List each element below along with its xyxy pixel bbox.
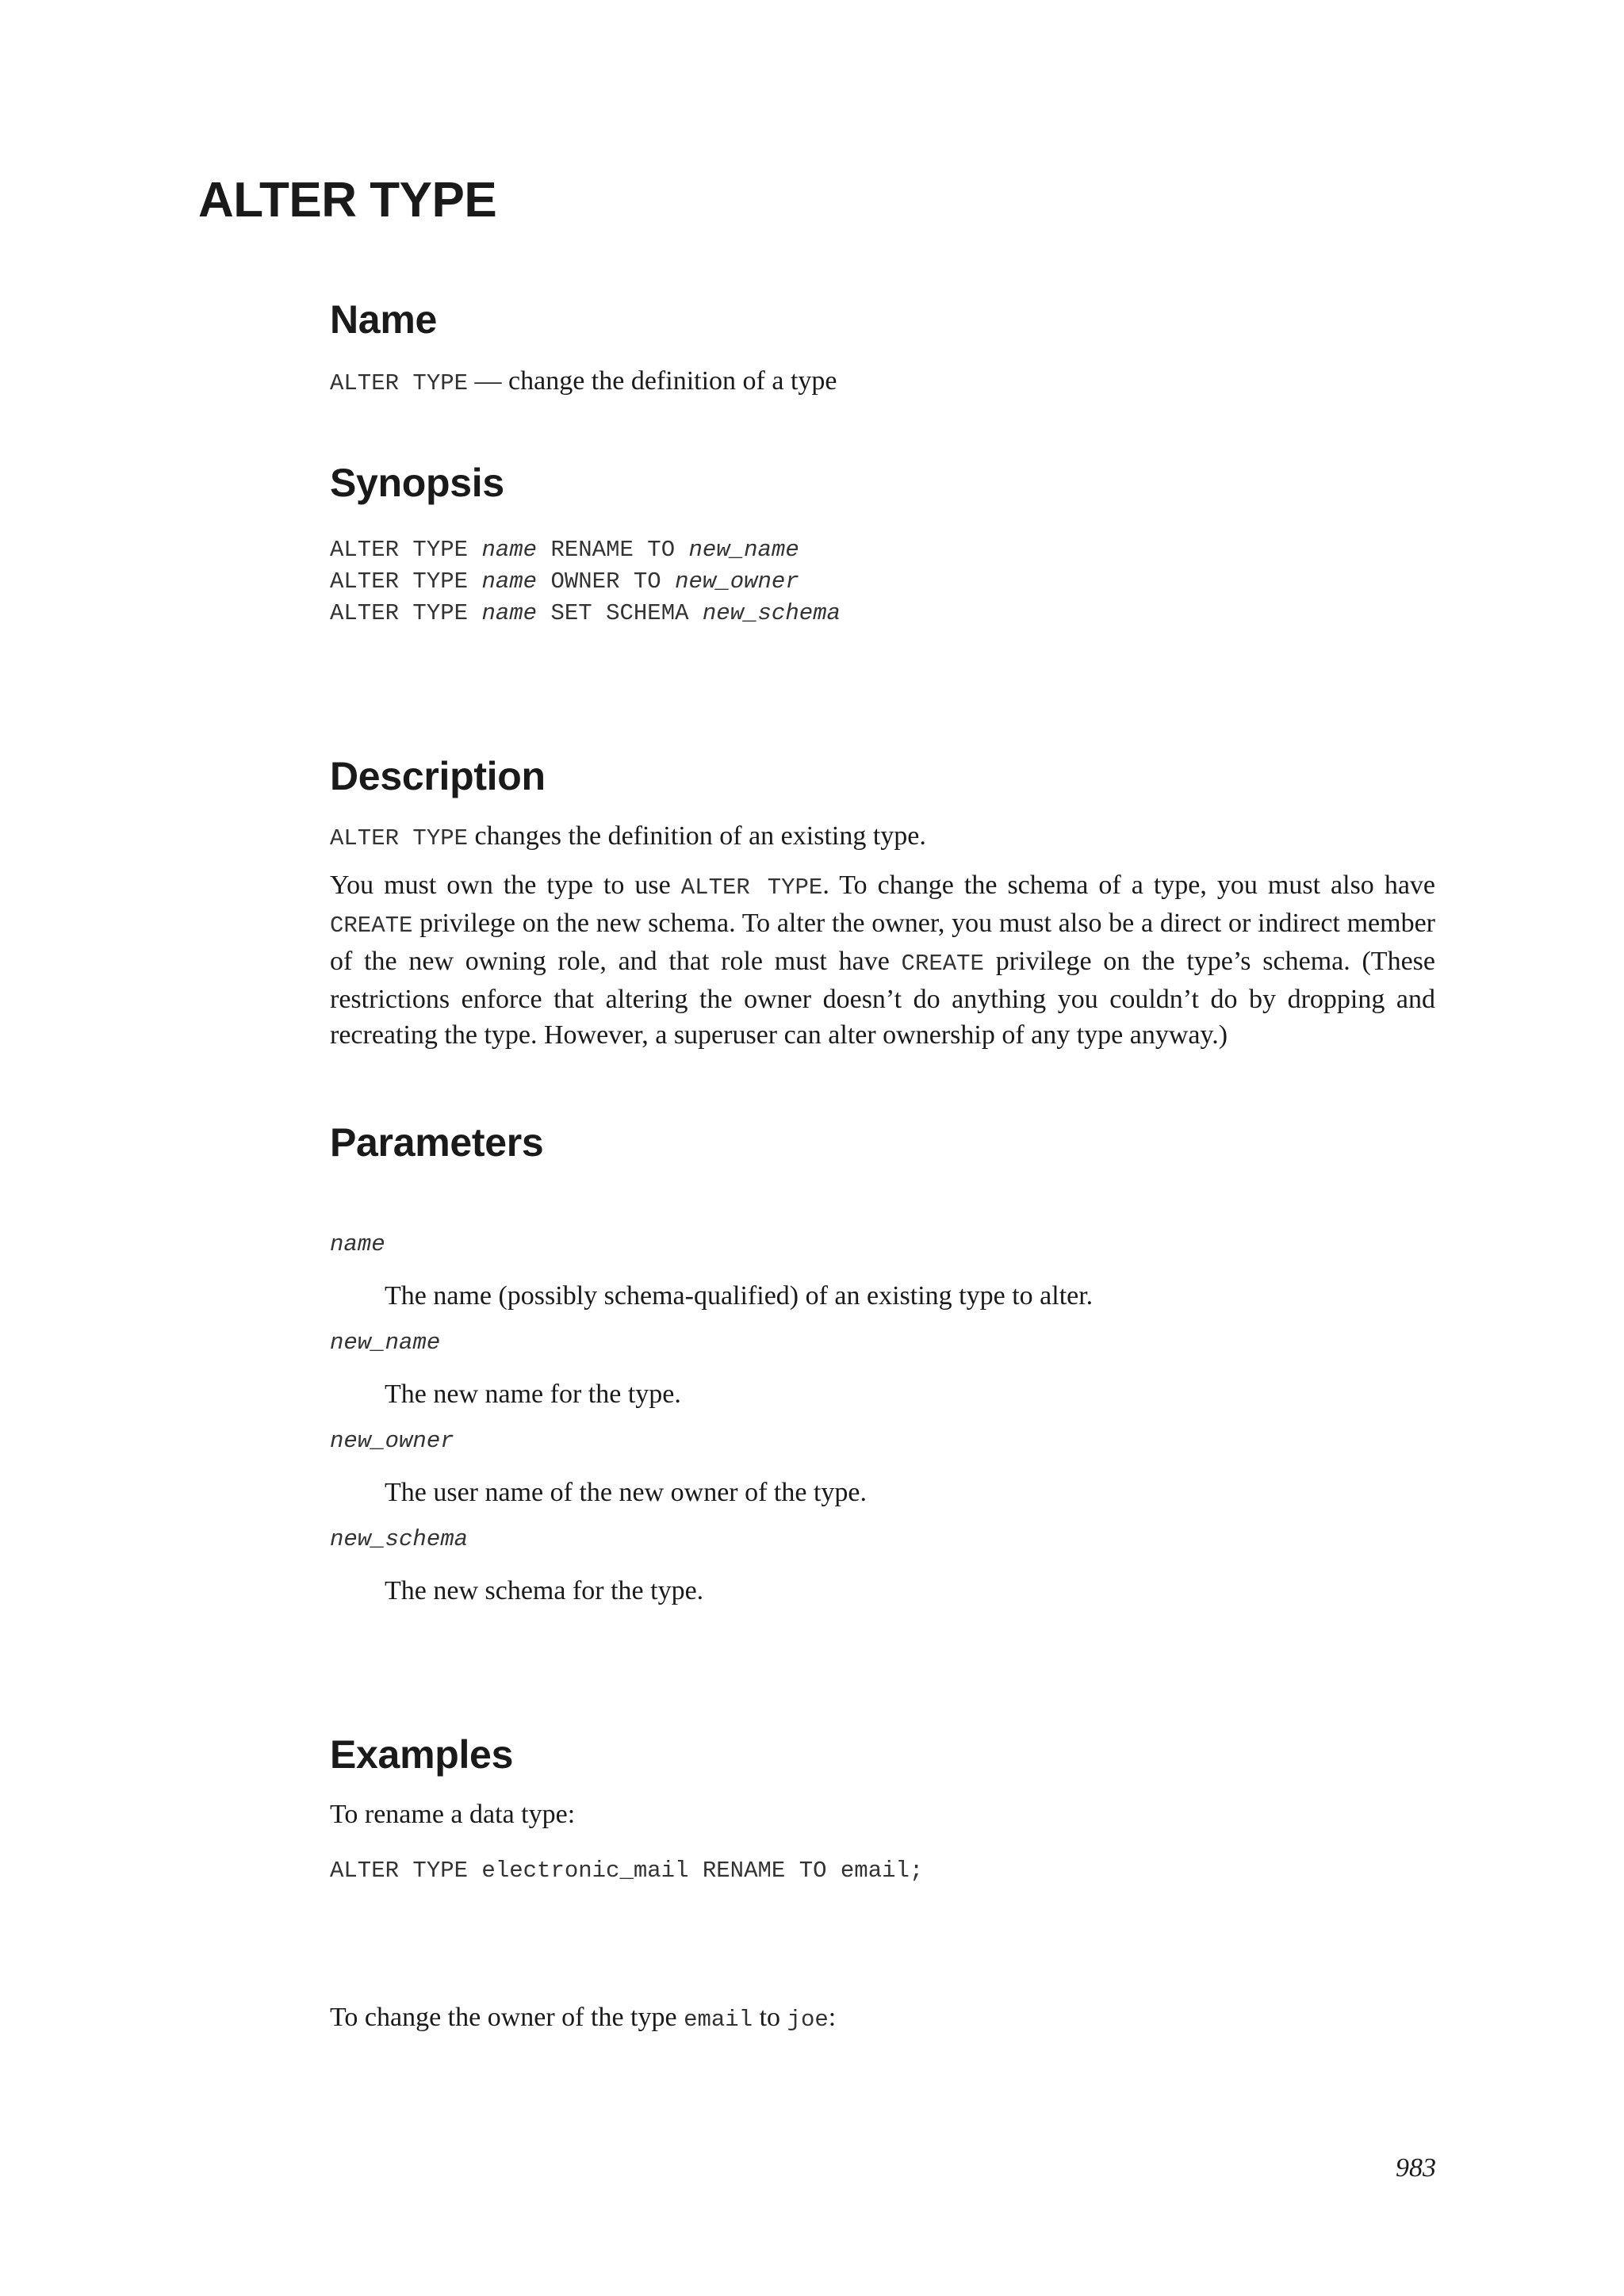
inline-code: CREATE xyxy=(330,913,413,939)
text-run: To change the owner of the type xyxy=(330,2003,684,2032)
synopsis-name: name xyxy=(481,600,538,626)
synopsis-action: RENAME TO xyxy=(537,537,689,563)
description-line xyxy=(330,867,1435,905)
inline-code: email xyxy=(684,2007,753,2033)
parameters-heading: Parameters xyxy=(330,1120,544,1165)
text-run: You must own the type to use xyxy=(330,871,681,900)
description-paragraph-2 xyxy=(330,867,1435,1053)
param-description: The new name for the type. xyxy=(385,1380,681,1409)
synopsis-name: name xyxy=(481,568,538,595)
param-description: The name (possibly schema-qualified) of an existing type to alter. xyxy=(385,1281,1094,1311)
text-run: . To change the schema of a type, you must also have xyxy=(822,871,1436,900)
synopsis-cmd: ALTER TYPE xyxy=(330,600,482,626)
page-title: ALTER TYPE xyxy=(198,173,497,228)
description-text: changes the definition of an existing type. xyxy=(468,821,926,851)
description-line xyxy=(330,943,1435,982)
example-code: ALTER TYPE electronic_mail RENAME TO email; xyxy=(330,1858,924,1884)
description-heading: Description xyxy=(330,754,546,798)
synopsis-arg: new_name xyxy=(688,537,799,563)
synopsis-line xyxy=(330,534,799,566)
text-run: privilege on the new schema. To alter the owner, you must also be a direct or indirect member xyxy=(412,909,1435,938)
description-line: restrictions enforce that altering the owner doesn’t do anything you couldn’t do by dropping and xyxy=(330,985,1435,1014)
name-text: — change the definition of a type xyxy=(468,366,837,396)
synopsis-cmd: ALTER TYPE xyxy=(330,568,482,595)
examples-heading: Examples xyxy=(330,1732,514,1777)
synopsis-arg: new_owner xyxy=(675,568,799,595)
synopsis-line xyxy=(330,598,841,629)
description-line xyxy=(330,905,1435,943)
inline-code: CREATE xyxy=(901,951,984,977)
name-command: ALTER TYPE xyxy=(330,370,469,396)
synopsis-line xyxy=(330,566,799,598)
description-paragraph xyxy=(330,818,926,856)
synopsis-cmd: ALTER TYPE xyxy=(330,537,482,563)
synopsis-action: SET SCHEMA xyxy=(537,600,703,626)
inline-code: ALTER TYPE xyxy=(680,874,823,901)
inline-code: joe xyxy=(787,2007,829,2033)
name-summary xyxy=(330,363,837,401)
param-description: The new schema for the type. xyxy=(385,1576,704,1605)
param-description: The user name of the new owner of the type. xyxy=(385,1478,867,1507)
name-heading: Name xyxy=(330,297,437,342)
text-run: of the new owning role, and that role must have xyxy=(330,947,902,976)
description-code: ALTER TYPE xyxy=(330,825,469,851)
synopsis-arg: new_schema xyxy=(702,600,841,626)
page-number: 983 xyxy=(1396,2153,1436,2183)
text-run: to xyxy=(753,2003,787,2032)
text-run: : xyxy=(828,2003,837,2032)
param-term: new_name xyxy=(330,1330,441,1356)
synopsis-action: OWNER TO xyxy=(537,568,676,595)
text-run: privilege on the type’s schema. (These xyxy=(983,947,1435,976)
param-term: new_schema xyxy=(330,1526,469,1552)
param-term: new_owner xyxy=(330,1428,454,1454)
synopsis-heading: Synopsis xyxy=(330,461,504,505)
param-term: name xyxy=(330,1231,385,1257)
example-intro: To rename a data type: xyxy=(330,1800,576,1829)
synopsis-name: name xyxy=(481,537,538,563)
example-intro-2 xyxy=(330,1999,836,2038)
description-line: recreating the type. However, a superuser can alter ownership of any type anyway.) xyxy=(330,1020,1228,1050)
